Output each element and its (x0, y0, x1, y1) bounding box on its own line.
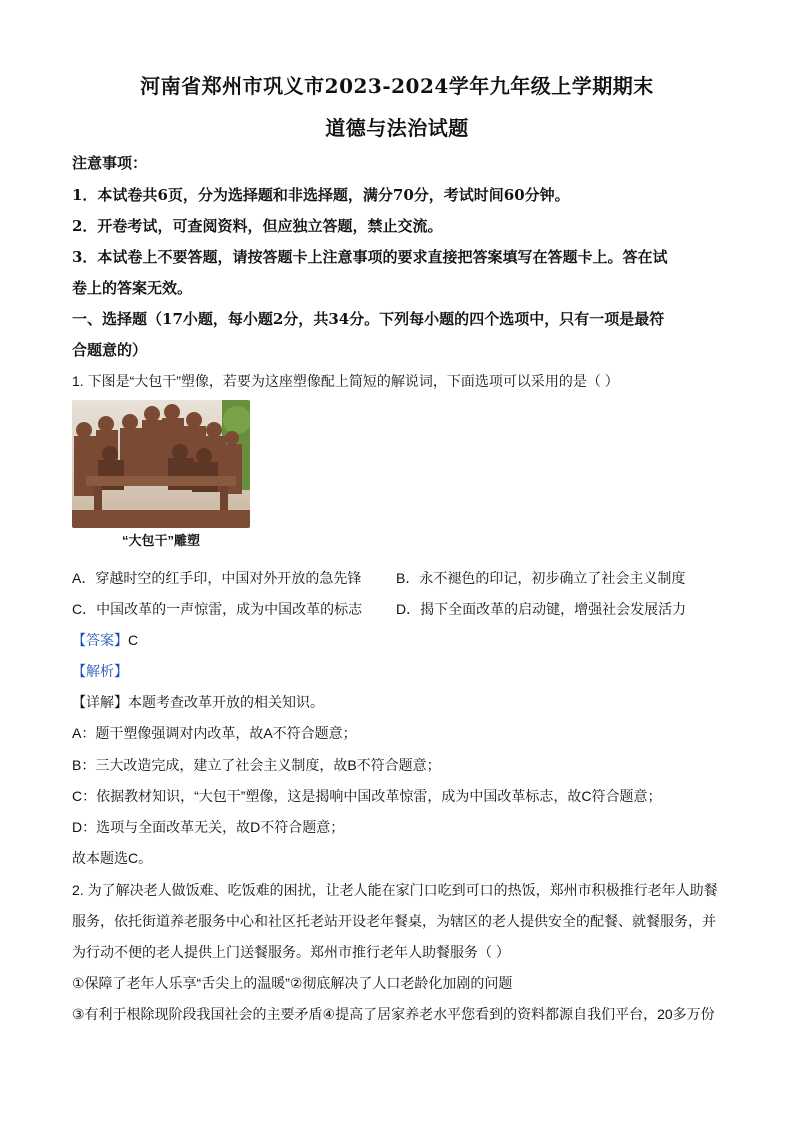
explanation-c: C：依据教材知识，“大包干”塑像，这是揭响中国改革惊雷，成为中国改革标志，故C符合题意； (72, 788, 662, 804)
question-1-stem: 1. 下图是“大包干”塑像，若要为这座塑像配上简短的解说词，下面选项可以采用的是（ ） (72, 373, 619, 389)
section-heading-line-2: 合题意的） (72, 341, 148, 359)
option-a: A．穿越时空的红手印，中国对外开放的急先锋 (72, 570, 362, 586)
question-2-line-4: ①保障了老年人乐享“舌尖上的温暖”②彻底解决了人口老龄化加剧的问题 (72, 975, 513, 991)
analysis-line (72, 661, 732, 681)
dabaogan-sculpture-image (72, 400, 250, 528)
notice-item-2: 2．开卷考试，可查阅资料，但应独立答题，禁止交流。 (72, 217, 443, 235)
detail-tag: 【详解】 (72, 694, 128, 710)
question-2-line-1: 2. 为了解决老人做饭难、吃饭难的困扰，让老人能在家门口吃到可口的热饭，郑州市积极推行老年人助餐 (72, 882, 718, 898)
explanation-b: B：三大改造完成，建立了社会主义制度，故B不符合题意； (72, 757, 441, 773)
option-c: C．中国改革的一声惊雷，成为中国改革的标志 (72, 601, 363, 617)
conclusion: 故本题选C。 (72, 850, 153, 866)
question-2-line-2: 服务，依托街道养老服务中心和社区托老站开设老年餐桌，为辖区的老人提供安全的配餐、就餐服务，并 (72, 913, 716, 929)
notice-item-3-line-1: 3．本试卷上不要答题，请按答题卡上注意事项的要求直接把答案填写在答题卡上。答在试 (72, 248, 668, 266)
option-b: B．永不褪色的印记，初步确立了社会主义制度 (396, 570, 686, 586)
answer-tag: 【答案】 (72, 632, 128, 648)
answer-line (72, 630, 732, 650)
detail-text: 本题考查改革开放的相关知识。 (128, 694, 324, 710)
image-caption: “大包干”雕塑 (121, 533, 200, 548)
question-2-line-5: ③有利于根除现阶段我国社会的主要矛盾④提高了居家养老水平您看到的资料都源自我们平台，20多万份 (72, 1006, 715, 1022)
notice-item-3-line-2: 卷上的答案无效。 (72, 279, 193, 297)
notice-item-1: 1．本试卷共6页，分为选择题和非选择题，满分70分，考试时间60分钟。 (72, 186, 570, 204)
option-d: D．揭下全面改革的启动键，增强社会发展活力 (396, 601, 687, 617)
explanation-d: D：选项与全面改革无关，故D不符合题意； (72, 819, 345, 835)
answer-value: C (128, 632, 139, 648)
detail-line (72, 692, 732, 712)
exam-title: 河南省郑州市巩义市2023-2024学年九年级上学期期末 (140, 74, 654, 98)
question-2-line-3: 为行动不便的老人提供上门送餐服务。郑州市推行老年人助餐服务（ ） (72, 944, 510, 960)
section-heading-line-1: 一、选择题（17小题，每小题2分，共34分。下列每小题的四个选项中，只有一项是最符 (72, 310, 665, 328)
analysis-tag: 【解析】 (72, 663, 128, 679)
explanation-a: A：题干塑像强调对内改革，故A不符合题意； (72, 725, 357, 741)
notice-heading: 注意事项： (72, 154, 148, 172)
exam-subtitle: 道德与法治试题 (325, 116, 469, 140)
